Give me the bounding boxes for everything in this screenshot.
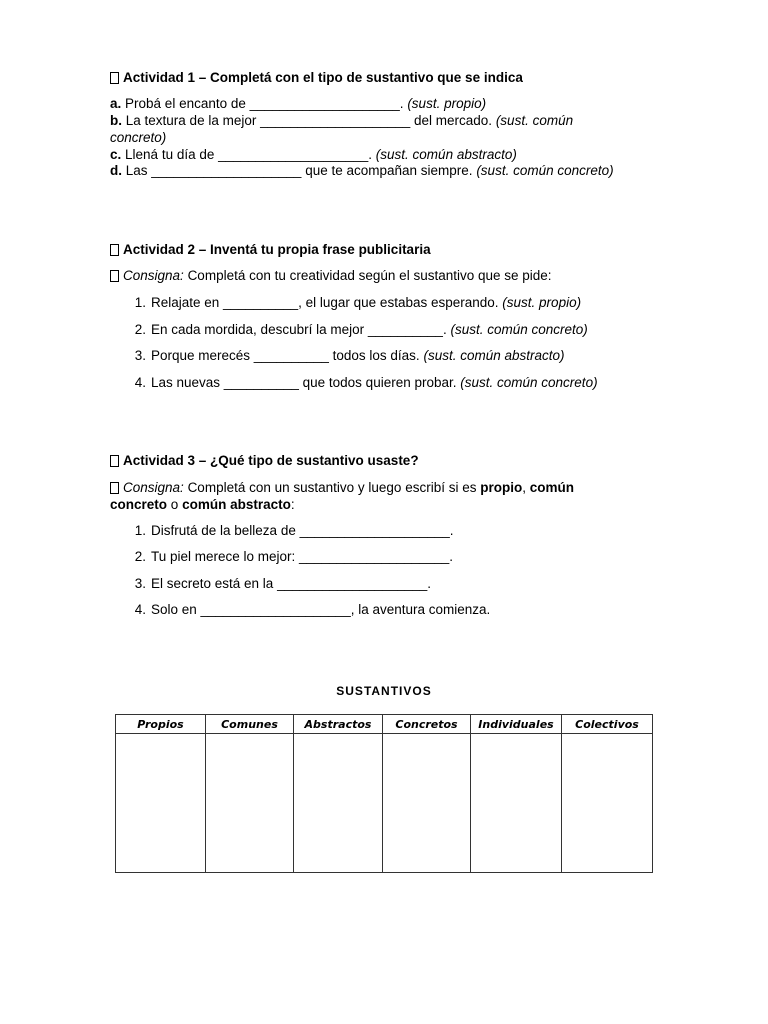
activity-2-item-1: 1. Relajate en __________, el lugar que estabas esperando. (sust. propio) [134,295,582,310]
checkbox-icon [110,244,119,256]
activity-3-item-3: 3. El secreto está en la ____________________. [134,576,431,591]
checkbox-icon [110,270,119,282]
header-abstractos: Abstractos [294,715,383,734]
activity-1-item-b: b. La textura de la mejor ____________________ del mercado. (sust. común concreto) [110,113,574,145]
header-individuales: Individuales [471,715,562,734]
activity-2-item-2: 2. En cada mordida, descubrí la mejor __________. (sust. común concreto) [134,322,588,337]
checkbox-icon [110,482,119,494]
cell-abstractos[interactable] [294,734,383,873]
header-colectivos: Colectivos [562,715,653,734]
activity-3-item-1: 1. Disfrutá de la belleza de ____________________. [134,523,454,538]
activity-2-item-3: 3. Porque merecés __________ todos los días. (sust. común abstracto) [134,348,565,363]
activity-1-item-c: c. Llená tu día de ____________________. (sust. común abstracto) [110,147,517,162]
activity-2-title: Actividad 2 – Inventá tu propia frase publicitaria [110,241,650,258]
sustantivos-table [115,714,653,873]
cell-propios[interactable] [116,734,206,873]
table-row [116,734,653,873]
header-concretos: Concretos [383,715,471,734]
cell-individuales[interactable] [471,734,562,873]
checkbox-icon [110,455,119,467]
table-title: SUSTANTIVOS [336,684,432,698]
checkbox-icon [110,72,119,84]
activity-2-consigna: Consigna: Completá con tu creatividad según el sustantivo que se pide: [110,267,650,284]
activity-1-item-d: d. Las ____________________ que te acompañan siempre. (sust. común concreto) [110,163,614,178]
activity-3-item-4: 4. Solo en ____________________, la aventura comienza. [134,602,491,617]
activity-3-consigna: Consigna: Completá con un sustantivo y luego escribí si es propio, común concreto o común abstracto: [110,480,575,512]
activity-3-item-2: 2. Tu piel merece lo mejor: ____________________. [134,549,453,564]
cell-colectivos[interactable] [562,734,653,873]
table-header-row [116,715,653,734]
activity-1-item-a: a. Probá el encanto de ____________________. (sust. propio) [110,96,487,111]
activity-3-title: Actividad 3 – ¿Qué tipo de sustantivo usaste? [110,452,650,469]
cell-comunes[interactable] [206,734,294,873]
cell-concretos[interactable] [383,734,471,873]
activity-1-title: Actividad 1 – Completá con el tipo de sustantivo que se indica [110,69,650,86]
header-comunes: Comunes [206,715,294,734]
activity-2-item-4: 4. Las nuevas __________ que todos quieren probar. (sust. común concreto) [134,375,598,390]
header-propios: Propios [116,715,206,734]
